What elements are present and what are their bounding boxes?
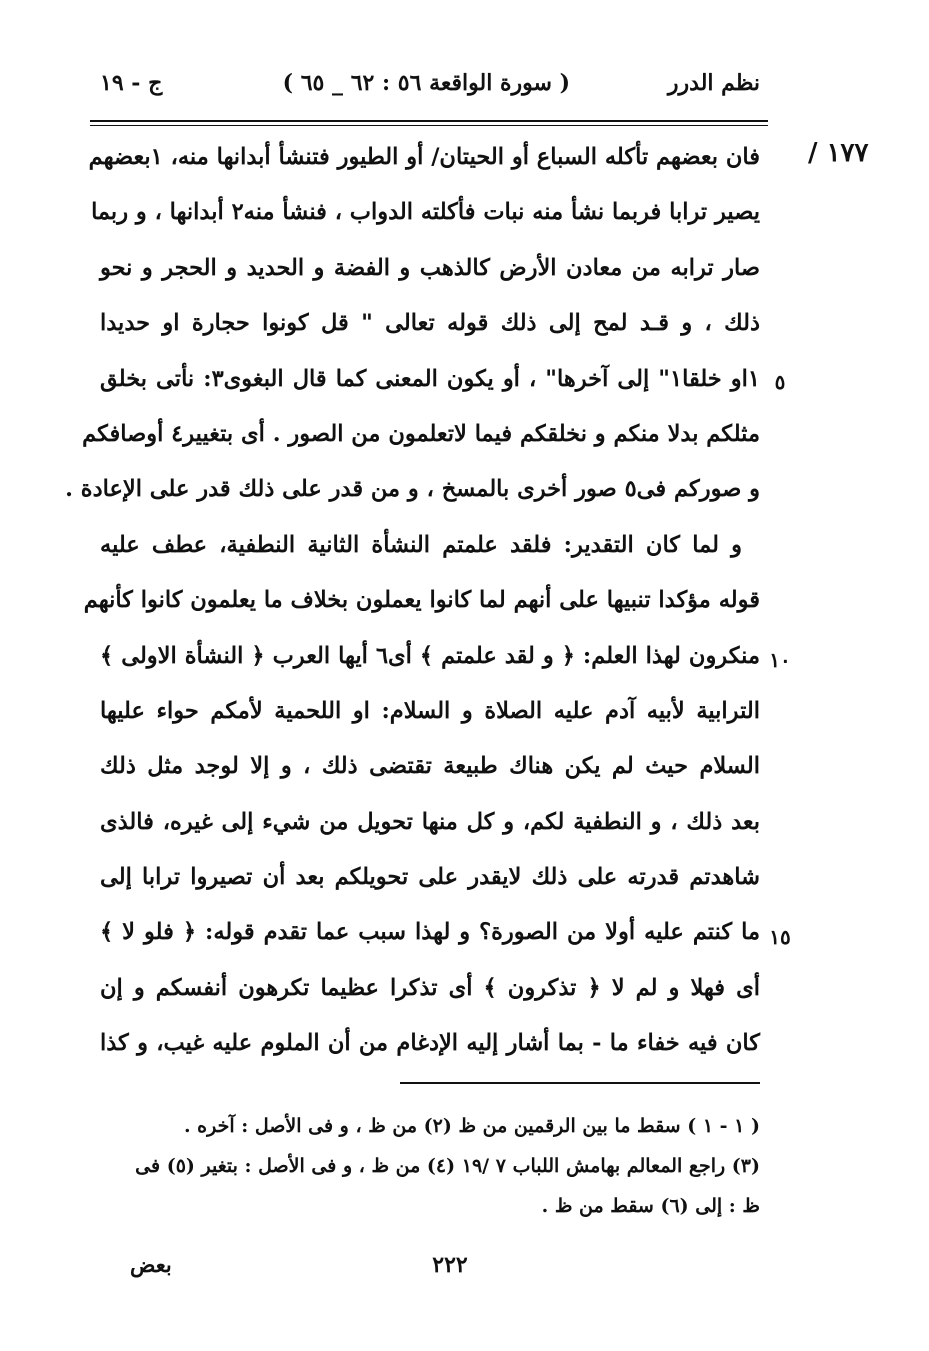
line-number-15: ١٥ bbox=[769, 925, 791, 949]
text-line: السلام حيث لم يكن هناك طبيعة تقتضى ذلك ، و إلا لوجد مثل ذلك bbox=[100, 753, 760, 780]
margin-folio-reference: ١٧٧ / bbox=[808, 138, 869, 168]
footnote-line: (٣) راجع المعالم بهامش اللباب ٧ /١٩ (٤) من ظ ، و فى الأصل : بتغير (٥) فى bbox=[135, 1155, 760, 1177]
text-line: ما كنتم عليه أولا من الصورة؟ و لهذا سبب عما تقدم قوله: ﴿ فلو لا ﴾ bbox=[100, 919, 760, 946]
page-number: ٢٢٢ bbox=[432, 1252, 468, 1278]
footnotes bbox=[100, 1106, 760, 1226]
text-line: صار ترابه من معادن الأرض كالذهب و الفضة و الحديد و الحجر و نحو bbox=[100, 254, 760, 281]
line-number-10: ١٠ bbox=[769, 648, 791, 672]
text-line: يصير ترابا فربما نشأ منه نبات فأكلته الدواب ، فنشأ منه٢ أبدانها ، و ربما bbox=[91, 199, 760, 226]
text-line: ١او خلقا١" إلى آخرها" ، أو يكون المعنى كما قال البغوى٣: نأتى بخلق bbox=[100, 365, 760, 392]
footnote-line: ( ١ - ١ ) سقط ما بين الرقمين من ظ (٢) من ظ ، و فى الأصل : آخره . bbox=[183, 1115, 760, 1137]
header-rule-thin bbox=[90, 125, 768, 126]
text-line: و صوركم فى٥ صور أخرى بالمسخ ، و من قدر على ذلك قدر على الإعادة . bbox=[65, 476, 760, 503]
footnote-separator bbox=[400, 1082, 760, 1084]
volume-number: ج - ١٩ bbox=[100, 70, 163, 96]
line-number-5: ٥ bbox=[774, 370, 786, 394]
surah-reference: ( سورة الواقعة ٥٦ : ٦٢ _ ٦٥ ) bbox=[282, 70, 570, 96]
text-line: الترابية لأبيه آدم عليه الصلاة و السلام: او اللحمية لأمكم حواء عليها bbox=[100, 697, 760, 724]
text-line: منكرون لهذا العلم: ﴿ و لقد علمتم ﴾ أى٦ أيها العرب ﴿ النشأة الاولى ﴾ bbox=[100, 642, 760, 669]
text-line: قوله مؤكدا تنبيها على أنهم لما كانوا يعملون بخلاف ما يعلمون كانوا كأنهم bbox=[83, 587, 760, 614]
running-header bbox=[100, 66, 760, 106]
header-rule bbox=[90, 120, 768, 122]
text-line: ذلك ، و قـد لمح إلى ذلك قوله تعالى " قل كونوا حجارة او حديدا bbox=[100, 310, 760, 337]
text-line: بعد ذلك ، و النطفية لكم، و كل منها تحويل من شيء إلى غيره، فالذى bbox=[100, 808, 760, 835]
text-line: فان بعضهم تأكله السباع أو الحيتان/ أو الطيور فتنشأ أبدانها منه، ١بعضهم bbox=[88, 144, 760, 170]
text-line: كان فيه خفاء ما - بما أشار إليه الإدغام من أن الملوم عليه غيب، و كذا bbox=[100, 1030, 760, 1057]
text-line: شاهدتم قدرته على ذلك لايقدر على تحويلكم بعد أن تصيروا ترابا إلى bbox=[100, 864, 760, 891]
text-line: أى فهلا و لم لا ﴿ تذكرون ﴾ أى تذكرا عظيما تكرهون أنفسكم و إن bbox=[100, 974, 760, 1001]
main-text bbox=[65, 130, 760, 1072]
catchword: بعض bbox=[130, 1252, 172, 1277]
footnote-line: ظ : إلى (٦) سقط من ظ . bbox=[541, 1195, 760, 1217]
text-line: و لما كان التقدير: فلقد علمتم النشأة الثانية النطفية، عطف عليه bbox=[100, 531, 742, 558]
text-line: مثلكم بدلا منكم و نخلقكم فيما لاتعلمون من الصور . أى بتغيير٤ أوصافكم bbox=[82, 420, 760, 447]
book-title: نظم الدرر bbox=[667, 70, 760, 96]
